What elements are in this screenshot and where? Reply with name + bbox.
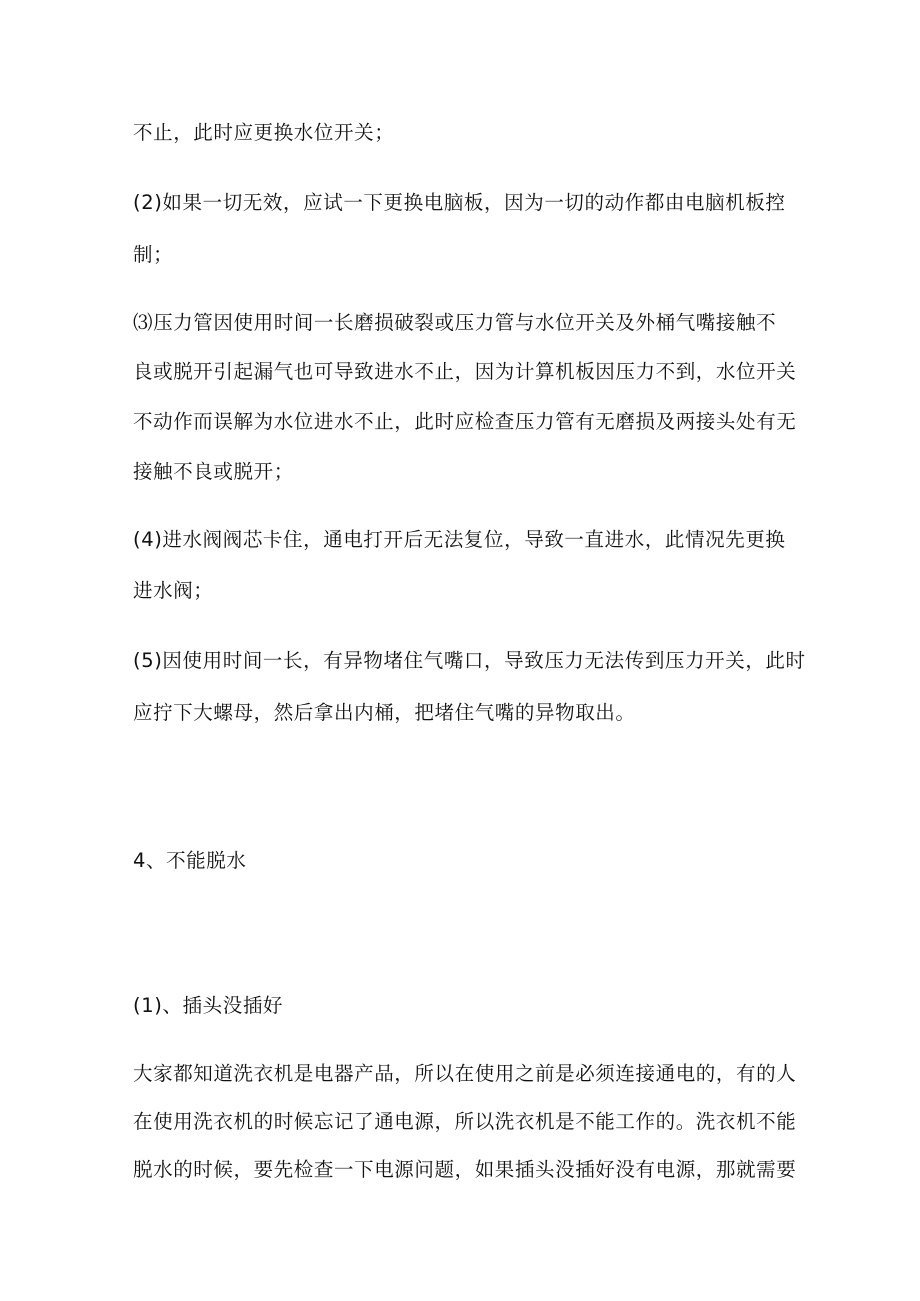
paragraph-line: 不动作而误解为水位进水不止，此时应检查压力管有无磨损及两接头处有无 bbox=[133, 410, 797, 433]
paragraph-line: (4)进水阀阀芯卡住，通电打开后无法复位，导致一直进水，此情况先更换 bbox=[133, 528, 786, 551]
section-heading: 4、不能脱水 bbox=[133, 849, 247, 872]
paragraph-line: 进水阀； bbox=[133, 579, 214, 602]
paragraph-line: 制； bbox=[133, 243, 174, 266]
paragraph-line: 在使用洗衣机的时候忘记了通电源，所以洗衣机是不能工作的。洗衣机不能 bbox=[133, 1110, 797, 1133]
paragraph-line: 接触不良或脱开； bbox=[133, 460, 294, 483]
paragraph-line: 脱水的时候，要先检查一下电源问题，如果插头没插好没有电源，那就需要 bbox=[133, 1158, 797, 1181]
paragraph-line: 不止，此时应更换水位开关； bbox=[133, 121, 395, 144]
subsection-heading: (1)、插头没插好 bbox=[133, 994, 284, 1017]
paragraph-line: (5)因使用时间一长，有异物堵住气嘴口，导致压力无法传到压力开关，此时 bbox=[133, 649, 806, 672]
paragraph-line: 良或脱开引起漏气也可导致进水不止，因为计算机板因压力不到，水位开关 bbox=[133, 360, 797, 383]
paragraph-line: 应拧下大螺母，然后拿出内桶，把堵住气嘴的异物取出。 bbox=[133, 701, 636, 724]
paragraph-line: 大家都知道洗衣机是电器产品，所以在使用之前是必须连接通电的，有的人 bbox=[133, 1062, 797, 1085]
paragraph-line: ⑶压力管因使用时间一长磨损破裂或压力管与水位开关及外桶气嘴接触不 bbox=[133, 311, 777, 334]
paragraph-line: (2)如果一切无效，应试一下更换电脑板，因为一切的动作都由电脑机板控 bbox=[133, 191, 786, 214]
